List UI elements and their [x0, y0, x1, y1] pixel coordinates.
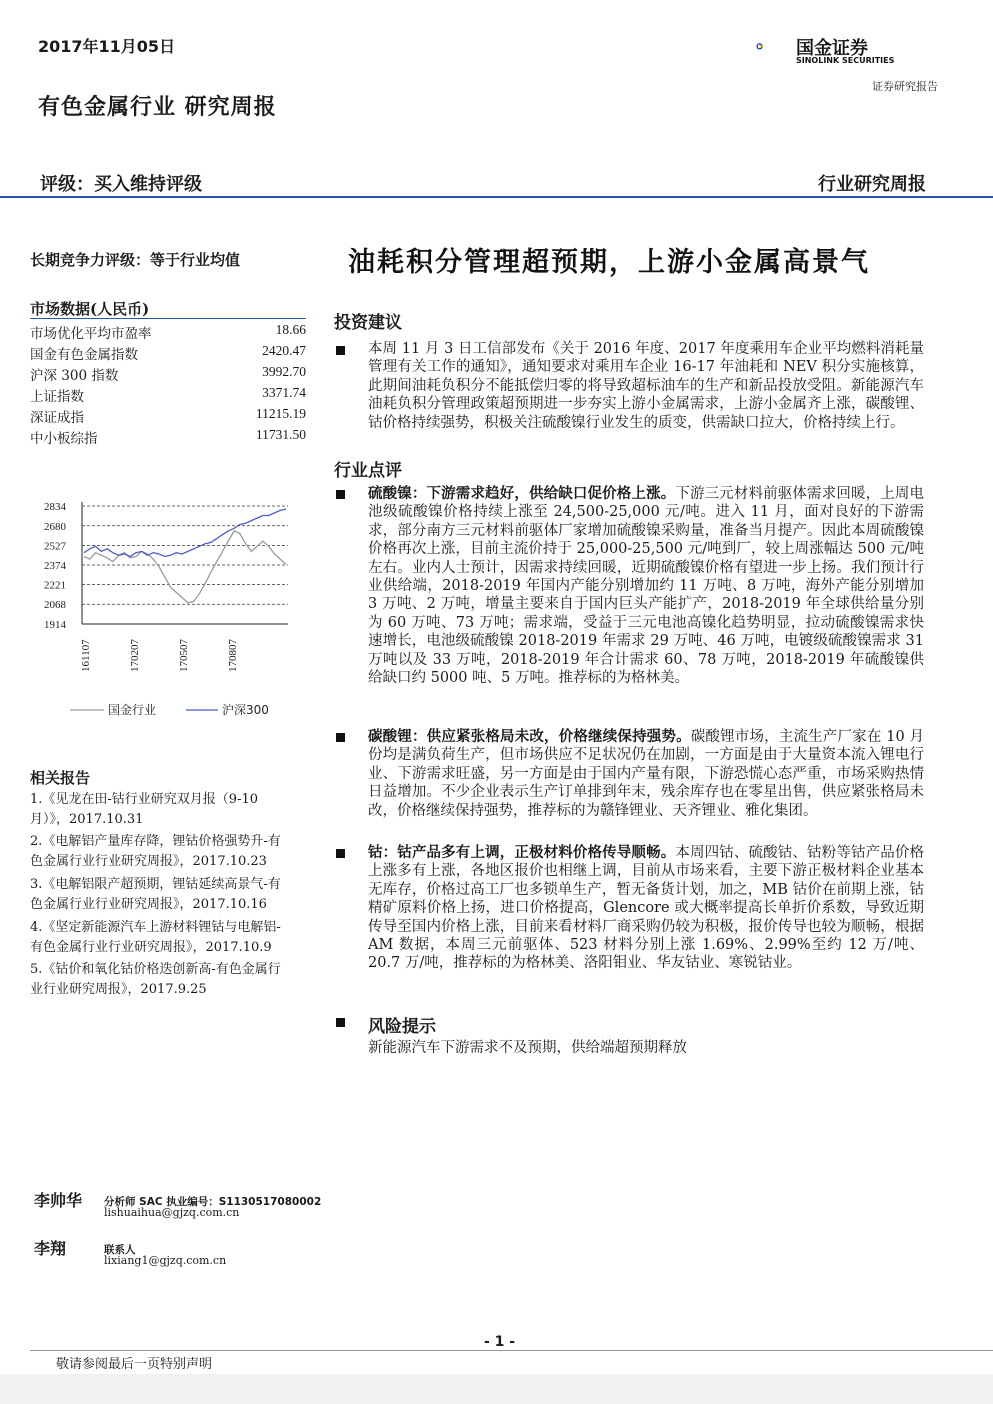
bullet-icon: [336, 733, 345, 742]
brand-name-en: SINOLINK SECURITIES: [796, 56, 895, 65]
industry-title: 有色金属行业 研究周报: [38, 94, 277, 120]
report-category: 证券研究报告: [872, 80, 938, 93]
analyst-email[interactable]: lishuaihua@gjzq.com.cn: [104, 1206, 240, 1219]
related-report-line: 2.《电解铝产量库存降，锂钴价格强势升-有: [30, 834, 281, 849]
series-line-csi300: [84, 509, 286, 556]
long-term-rating: 长期竞争力评级：等于行业均值: [30, 251, 241, 269]
market-label: 上证指数: [30, 389, 84, 405]
market-label: 市场优化平均市盈率: [30, 326, 152, 342]
y-tick-label: 2374: [44, 560, 66, 572]
risk-header: 风险提示: [368, 1017, 436, 1037]
market-row: [30, 343, 306, 363]
rating: 评级：买入维持评级: [40, 174, 202, 195]
related-report-line: 色金属行业行业研究周报》，2017.10.23: [30, 854, 267, 869]
legend-label-csi300: 沪深300: [222, 703, 269, 717]
legend-label-industry: 国金行业: [108, 703, 157, 717]
related-report-item[interactable]: [30, 960, 318, 1000]
related-report-line: 有色金属行业行业研究周报》，2017.10.9: [30, 940, 272, 955]
market-label: 国金有色金属指数: [30, 347, 138, 363]
comment-lead: 硫酸镍：下游需求趋好，供给缺口促价格上涨。: [368, 485, 676, 502]
related-report-line: 3.《电解铝限产超预期，锂钴延续高景气-有: [30, 877, 281, 892]
market-label: 深证成指: [30, 410, 84, 426]
comment-body: 本周四钴、硫酸钴、钴粉等钴产品价格上涨多有上涨，各地区报价也相继上调，目前从市场来看，主要下游正极材料企业基本无库存，价格过高工厂也多锁单生产，暂无备货计划，加之，MB 钴价在前期上涨，钴精矿原料价格上扬，进口价格提高，Glencore 或大概率提高长单折价系数，导致近期传导至国内价格上涨，目前来看材料厂商采购仍较为积极，报价传导也较为顺畅，根据 AM 数据，本周三元前驱体、523 材料分别上涨 1.69%、2.99%至约 12 万/吨、20.7 万/吨，推荐标的为格林美、洛阳钼业、华友钴业、寒锐钴业。: [368, 845, 925, 972]
market-label: 沪深 300 指数: [30, 368, 119, 384]
market-row: [30, 427, 306, 447]
y-tick-label: 2680: [44, 520, 66, 533]
market-value: 3371.74: [262, 385, 306, 400]
analyst-name: 李翔: [34, 1239, 67, 1258]
comment-item-nickel: [368, 485, 924, 687]
series-line-industry: [84, 531, 286, 603]
investment-advice-text: 本周 11 月 3 日工信部发布《关于 2016 年度、2017 年度乘用车企业平均燃料消耗量管理有关工作的通知》，通知要求对乘用车企业 16-17 年油耗和 NEV 积分实施核算，此期间油耗负积分不能抵偿归零的将导致超标油车的生产和新品投放受阻。新能源汽车油耗负积分管理政策超预期进一步夯实上游小金属需求，上游小金属齐上涨，碳酸锂、钴价格持续强势，积极关注硫酸镍行业发生的质变，供需缺口拉大，价格持续上行。: [368, 341, 924, 431]
x-tick-label: 170507: [178, 639, 190, 672]
market-label: 中小板综指: [30, 431, 98, 447]
related-report-item[interactable]: [30, 790, 318, 830]
market-row: [30, 385, 306, 405]
footer-divider: [30, 1350, 993, 1351]
sinolink-logo-icon: [756, 30, 790, 64]
x-tick-label: 170807: [227, 639, 239, 672]
related-report-line: 业行业研究周报》，2017.9.25: [30, 982, 207, 997]
bullet-icon: [336, 346, 345, 355]
analyst-name: 李帅华: [34, 1191, 83, 1210]
market-row: [30, 364, 306, 384]
x-tick-label: 161107: [80, 639, 92, 672]
risk-text: 新能源汽车下游需求不及预期，供给端超预期释放: [368, 1040, 687, 1056]
investment-advice-header: 投资建议: [334, 313, 402, 333]
market-row: [30, 322, 306, 342]
x-tick-label: 170207: [129, 639, 141, 672]
footer-band: [0, 1374, 993, 1404]
market-value: 11215.19: [255, 406, 306, 421]
y-tick-label: 2834: [44, 501, 66, 513]
market-header-divider: [30, 318, 306, 319]
related-report-line: 月）》，2017.10.31: [30, 812, 144, 827]
analyst-role: 联系人: [104, 1244, 136, 1256]
industry-comment-header: 行业点评: [334, 461, 402, 481]
related-report-item[interactable]: [30, 875, 318, 915]
y-tick-label: 2527: [44, 540, 66, 553]
y-tick-label: 1914: [44, 619, 66, 631]
related-report-item[interactable]: [30, 918, 318, 958]
y-tick-label: 2068: [44, 599, 66, 612]
market-value: 3992.70: [262, 364, 306, 379]
analyst-role: 分析师 SAC 执业编号：S1130517080002: [104, 1196, 322, 1208]
bullet-icon: [336, 849, 345, 858]
comment-lead: 钴：钴产品多有上调，正极材料价格传导顺畅。: [368, 844, 676, 861]
comment-body: 碳酸锂市场，主流生产厂家在 10 月份均是满负荷生产，但市场供应不足状况仍在加剧，一方面是由于大量资本流入锂电行业、下游需求旺盛，另一方面是由于国内产量有限，下游恐慌心态严重，市场采购热情日益增加。不少企业表示生产订单排到年末，残余库存也在零星出售，供应紧张格局未改，价格继续保持强势，推荐标的为赣锋锂业、天齐锂业、雅化集团。: [368, 729, 924, 819]
market-data-header: 市场数据(人民币): [30, 300, 150, 318]
report-date: 2017年11月05日: [38, 37, 176, 56]
related-reports-header: 相关报告: [30, 769, 91, 787]
related-report-line: 4.《坚定新能源汽车上游材料锂钴与电解铝-: [30, 920, 281, 935]
y-tick-label: 2221: [44, 579, 66, 592]
comment-body: 下游三元材料前驱体需求回暖，上周电池级硫酸镍价格持续上涨至 24,500-25,000 元/吨。进入 11 月，面对良好的下游需求，部分南方三元材料前驱体厂家增加硫酸镍采购量，准备当月提产。因此本周硫酸镍价格再次上涨，目前主流价持于 25,000-25,500 元/吨到厂，较上周涨幅达 500 元/吨左右。业内人士预计，因需求持续回暖，近期硫酸镍价格有望进一步上扬。我们预计行业供给端，2018-2019 年国内产能分别增加约 11 万吨、8 万吨，海外产能分别增加 3 万吨、2 万吨，增量主要来自于国内巨头产能扩产，2018-2019 年全球供给量分别为 60 万吨、73 万吨；需求端，受益于三元电池高镍化趋势明显，拉动硫酸镍需求快速增长，电池级硫酸镍 2018-2019 年需求 29 万吨、46 万吨，电镀级硫酸镍需求 31 万吨以及 33 万吨，2018-2019 年合计需求 60、78 万吨，2018-2019 年硫酸镍供给缺口约 5000 吨、5 万吨。推荐标的为格林美。: [368, 486, 925, 687]
related-report-item[interactable]: [30, 832, 318, 872]
disclaimer-note: 敬请参阅最后一页特别声明: [56, 1357, 213, 1372]
comment-item-lithium: [368, 728, 924, 820]
comment-item-cobalt: [368, 844, 924, 973]
report-headline: 油耗积分管理超预期，上游小金属高景气: [348, 247, 870, 278]
bullet-icon: [336, 1018, 345, 1027]
header-divider: [0, 196, 993, 198]
related-report-line: 5.《钴价和氧化钴价格迭创新高-有色金属行: [30, 962, 281, 977]
bullet-icon: [336, 490, 345, 499]
analyst-email[interactable]: lixiang1@gjzq.com.cn: [104, 1254, 227, 1267]
market-value: 2420.47: [262, 343, 306, 358]
comment-lead: 碳酸锂：供应紧张格局未改，价格继续保持强势。: [368, 728, 691, 745]
related-report-line: 色金属行业行业研究周报》，2017.10.16: [30, 897, 267, 912]
index-comparison-chart: [30, 494, 300, 724]
market-value: 18.66: [275, 322, 306, 337]
market-value: 11731.50: [255, 427, 306, 442]
market-row: [30, 406, 306, 426]
brand-name-cn: 国金证券: [796, 38, 868, 59]
report-type: 行业研究周报: [818, 174, 926, 195]
page-number: - 1 -: [484, 1334, 516, 1350]
related-report-line: 1.《见龙在田-钴行业研究双月报（9-10: [30, 792, 259, 807]
